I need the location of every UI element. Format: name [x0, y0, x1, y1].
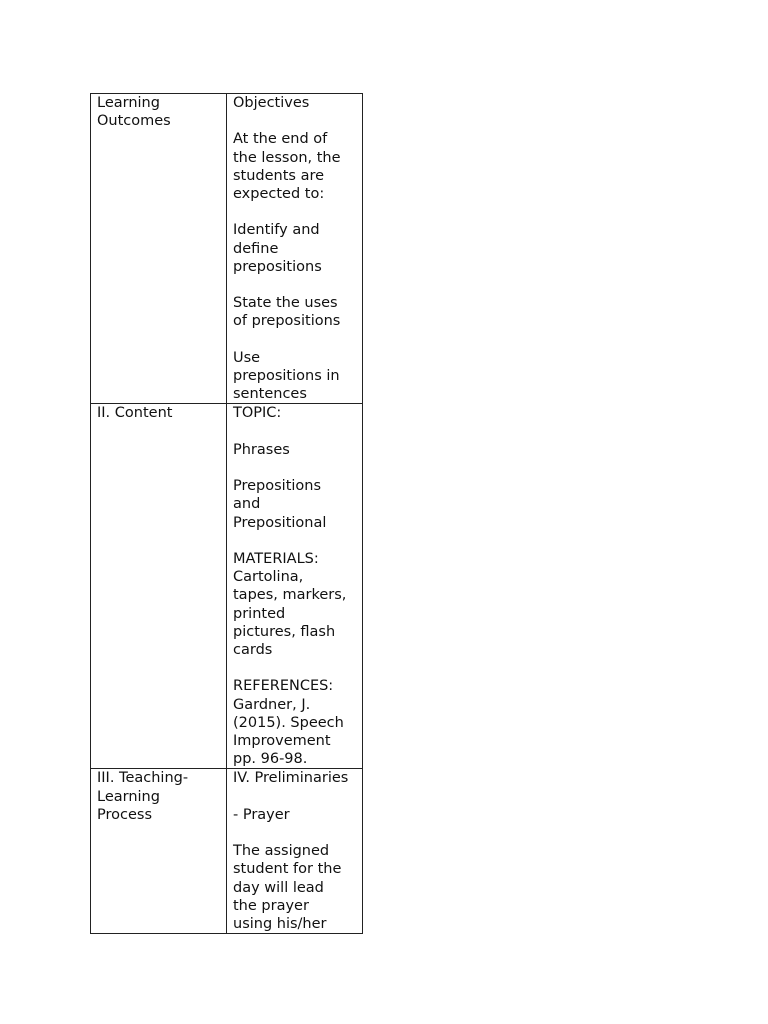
content-line: and [233, 496, 261, 513]
content-line: day will lead [233, 879, 324, 896]
content-line: Prepositional [233, 514, 327, 531]
row-label-line: III. Teaching- [97, 770, 189, 787]
content-line: printed [233, 605, 286, 622]
content-line: the lesson, the [233, 149, 341, 166]
row-label-line: II. Content [97, 405, 173, 422]
content-line: pictures, flash [233, 623, 336, 640]
content-line: define [233, 240, 279, 257]
content-line: Prepositions [233, 478, 322, 495]
content-line: State the uses [233, 295, 338, 312]
content-line: (2015). Speech [233, 714, 344, 731]
topic-heading: TOPIC: [233, 405, 282, 422]
row-label-cell [91, 94, 227, 404]
row-label-line: Learning [97, 95, 160, 111]
content-line: the prayer [233, 897, 309, 914]
row-content-cell [227, 94, 363, 404]
content-line: Identify and [233, 222, 320, 239]
content-line: student for the [233, 861, 342, 878]
row-content-cell [227, 404, 363, 769]
objectives-heading: Objectives [233, 95, 310, 111]
row-label-line: Outcomes [97, 113, 171, 130]
content-line: of prepositions [233, 313, 341, 330]
row-label-cell [91, 769, 227, 934]
content-line: Gardner, J. [233, 696, 311, 713]
table-row-teaching-learning-process [91, 769, 363, 934]
row-label-line: Process [97, 806, 153, 823]
content-line: Use [233, 349, 261, 366]
content-line: prepositions in [233, 367, 340, 384]
content-line: tapes, markers, [233, 587, 347, 604]
content-line: cards [233, 641, 273, 658]
preliminaries-heading: IV. Preliminaries [233, 770, 349, 787]
table-row-learning-outcomes [91, 94, 363, 404]
content-line: students are [233, 167, 325, 184]
materials-heading: MATERIALS: [233, 550, 319, 567]
content-line: At the end of [233, 131, 328, 148]
references-heading: REFERENCES: [233, 678, 334, 695]
row-label-line: Learning [97, 788, 160, 805]
content-line: Phrases [233, 441, 290, 458]
content-line: - Prayer [233, 806, 290, 823]
content-line: Cartolina, [233, 569, 304, 586]
content-line: prepositions [233, 258, 322, 275]
content-line: The assigned [233, 843, 330, 860]
content-line: sentences [233, 386, 307, 403]
row-label-cell [91, 404, 227, 769]
content-line: pp. 96-98. [233, 751, 308, 768]
content-line: Improvement [233, 732, 331, 749]
content-line: using his/her [233, 915, 327, 932]
table-row-content [91, 404, 363, 769]
row-content-cell [227, 769, 363, 934]
content-line: expected to: [233, 186, 325, 202]
lesson-plan-table [90, 93, 363, 934]
